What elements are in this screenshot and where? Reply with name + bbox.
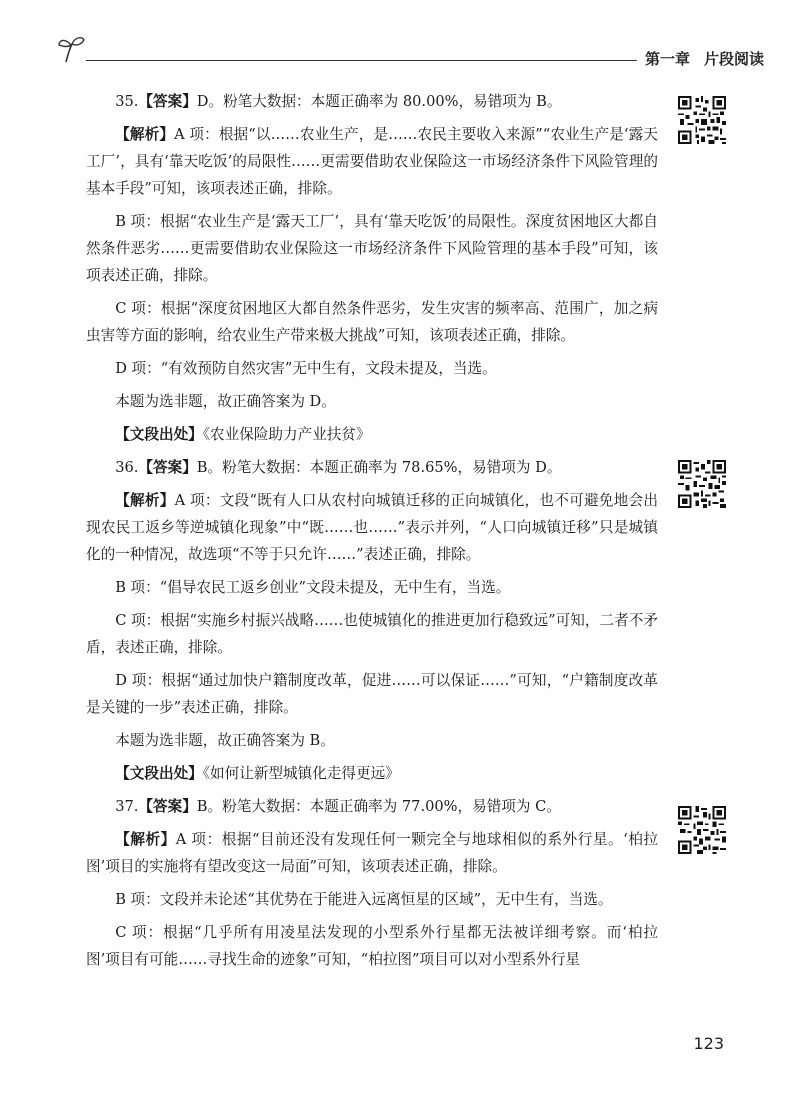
answer-tag: 【答案】 — [138, 798, 197, 815]
source-tag: 【文段出处】 — [115, 765, 203, 782]
source-tag: 【文段出处】 — [115, 426, 203, 443]
answer-tag: 【答案】 — [138, 93, 197, 110]
analysis-37-b: B 项：文段并未论述“其优势在于能进入远离恒星的区域”，无中生有，当选。 — [115, 891, 613, 908]
analysis-tag: 【解析】 — [115, 492, 175, 509]
analysis-text: A 项：根据“目前还没有发现任何一颗完全与地球相似的系外行星。‘柏拉图’项目的实施将有望改变这一局面”可知，该项表述正确，排除。 — [86, 831, 658, 875]
analysis-35-d: D 项：“有效预防自然灾害”无中生有，文段未提及，当选。 — [115, 360, 497, 377]
analysis-35-c: C 项：根据“深度贫困地区大都自然条件恶劣，发生灾害的频率高、范围广，加之病虫害等方面的影响，给农业生产带来极大挑战”可知，该项表述正确，排除。 — [86, 300, 658, 344]
source-36 — [86, 760, 658, 787]
analysis-35-b: B 项：根据“农业生产是‘露天工厂’，具有‘靠天吃饭’的局限性。深度贫困地区大都自然条件恶劣……更需要借助农业保险这一市场经济条件下风险管理的基本手段”可知，该项表述正确，排除。 — [86, 213, 658, 284]
page-number: 123 — [693, 1034, 724, 1053]
analysis-36-d: D 项：根据“通过加快户籍制度改革，促进……可以保证……”可知，“户籍制度改革是关键的一步”表述正确，排除。 — [86, 672, 658, 716]
question-number: 37. — [115, 798, 139, 815]
answer-explanations — [86, 88, 658, 979]
section-label: 片段阅读 — [703, 50, 764, 68]
source-35 — [86, 421, 658, 448]
question-number: 35. — [115, 93, 139, 110]
analysis-36-a — [86, 487, 658, 568]
analysis-36-b: B 项：“倡导农民工返乡创业”文段未提及，无中生有，当选。 — [115, 579, 511, 596]
answer-text: B。粉笔大数据：本题正确率为 77.00%，易错项为 C。 — [196, 798, 561, 815]
conclusion-35: 本题为选非题，故正确答案为 D。 — [115, 393, 336, 410]
chapter-label: 第一章 — [644, 50, 690, 68]
answer-36 — [86, 454, 658, 481]
analysis-text: A 项：文段“既有人口从农村向城镇迁移的正向城镇化，也不可避免地会出现农民工返乡等逆城镇化现象”中“既……也……”表示并列，“人口向城镇迁移”只是城镇化的一种情况，故选项“不等于只允许……”表述正确，排除。 — [86, 492, 658, 563]
qr-code-icon[interactable] — [678, 460, 726, 508]
question-number: 36. — [115, 459, 139, 476]
source-title: 《农业保险助力产业扶贫》 — [202, 426, 371, 443]
chapter-title — [637, 48, 770, 69]
page-header — [0, 0, 800, 80]
analysis-36-c: C 项：根据“实施乡村振兴战略……也使城镇化的推进更加行稳致远”可知，二者不矛盾，表述正确，排除。 — [86, 612, 658, 656]
qr-code-icon[interactable] — [678, 806, 726, 854]
answer-37 — [86, 793, 658, 820]
sprout-icon — [56, 34, 90, 64]
analysis-tag: 【解析】 — [115, 831, 176, 848]
conclusion-36: 本题为选非题，故正确答案为 B。 — [115, 732, 335, 749]
analysis-37-c: C 项：根据“几乎所有用凌星法发现的小型系外行星都无法被详细考察。而‘柏拉图’项目有可能……寻找生命的迹象”可知，“柏拉图”项目可以对小型系外行星 — [86, 924, 658, 968]
analysis-37-a — [86, 826, 658, 880]
answer-35 — [86, 88, 658, 115]
answer-text: B。粉笔大数据：本题正确率为 78.65%，易错项为 D。 — [196, 459, 562, 476]
source-title: 《如何让新型城镇化走得更远》 — [202, 765, 400, 782]
answer-text: D。粉笔大数据：本题正确率为 80.00%，易错项为 B。 — [196, 93, 562, 110]
analysis-tag: 【解析】 — [115, 126, 175, 143]
qr-code-icon[interactable] — [678, 96, 726, 144]
answer-tag: 【答案】 — [138, 459, 197, 476]
analysis-35-a — [86, 121, 658, 202]
analysis-text: A 项：根据“以……农业生产，是……农民主要收入来源”“农业生产是‘露天工厂’，具有‘靠天吃饭’的局限性……更需要借助农业保险这一市场经济条件下风险管理的基本手段”可知，该项表述正确，排除。 — [86, 126, 658, 197]
